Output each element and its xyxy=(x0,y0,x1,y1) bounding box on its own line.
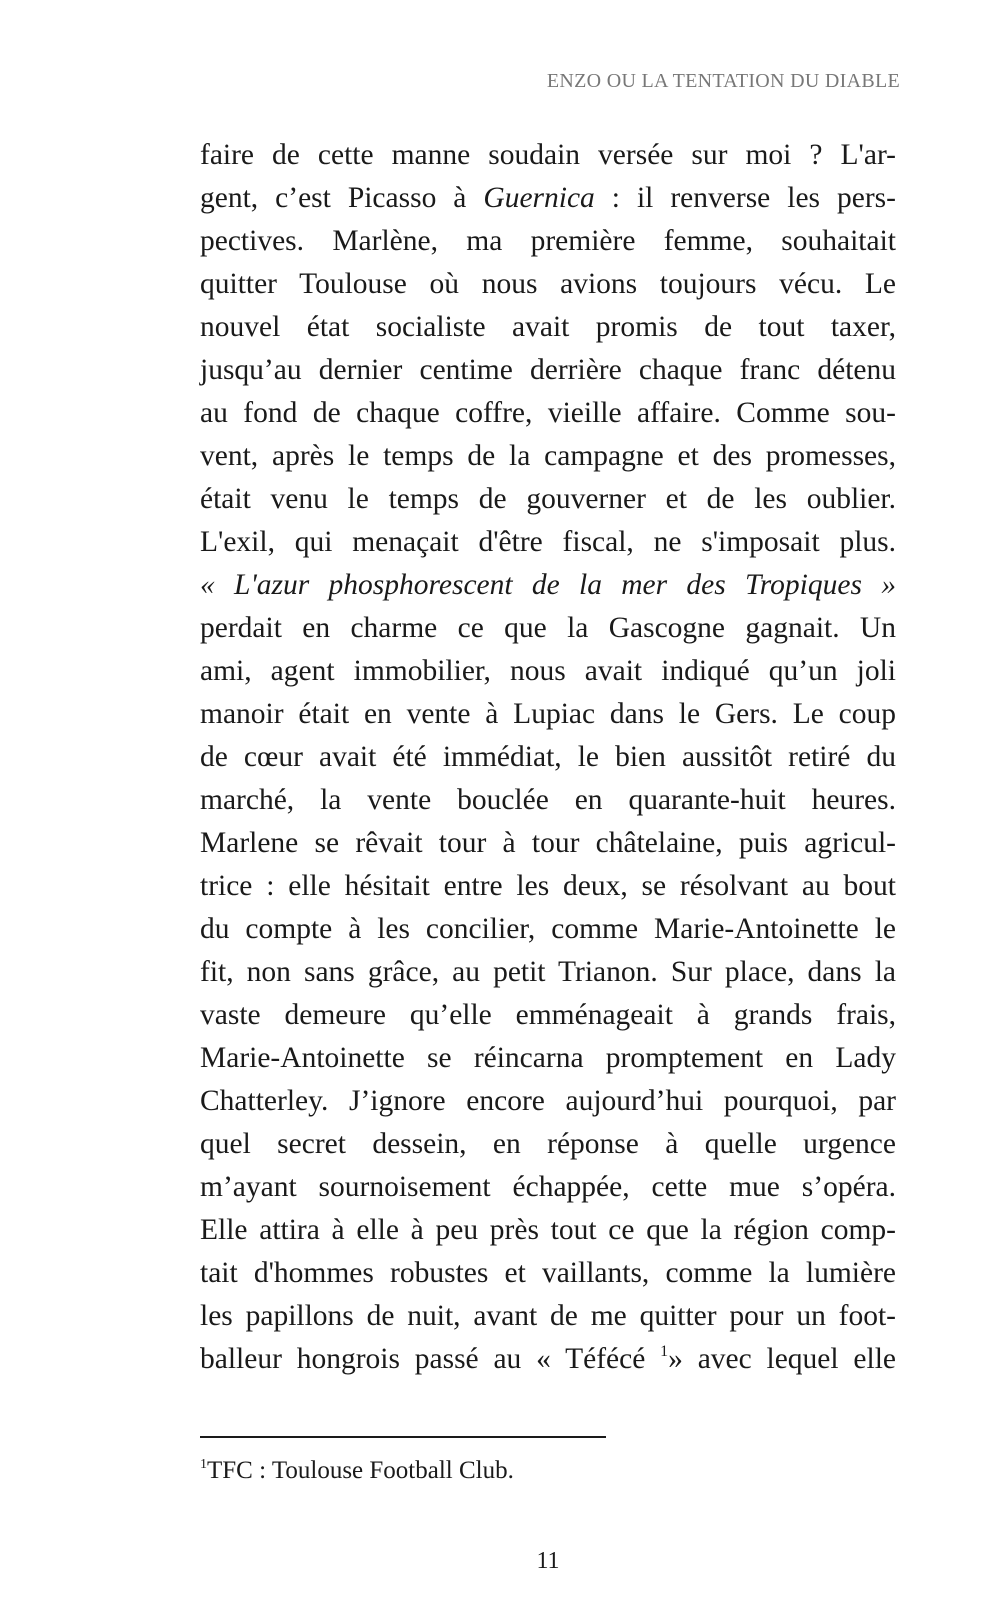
italic-title: Guernica xyxy=(483,182,595,214)
text-line xyxy=(200,1338,896,1381)
text-line: quitter Toulouse où nous avions toujours vécu. Le xyxy=(200,268,896,300)
text-line: nouvel état socialiste avait promis de tout taxer, xyxy=(200,311,896,343)
footnote-reference: 1 xyxy=(660,1343,669,1360)
text-line: du compte à les concilier, comme Marie-Antoinette le xyxy=(200,913,896,945)
footnote-divider xyxy=(200,1436,606,1438)
text-line: fit, non sans grâce, au petit Trianon. Sur place, dans la xyxy=(200,956,896,988)
text-line: les papillons de nuit, avant de me quitter pour un foot- xyxy=(200,1300,896,1332)
text-line: perdait en charme ce que la Gascogne gagnait. Un xyxy=(200,612,896,644)
text-line: Marie-Antoinette se réincarna promptement en Lady xyxy=(200,1042,896,1074)
text-line xyxy=(200,564,896,607)
body-text xyxy=(200,134,896,1381)
text-line: de cœur avait été immédiat, le bien aussitôt retiré du xyxy=(200,741,896,773)
text-line: quel secret dessein, en réponse à quelle urgence xyxy=(200,1128,896,1160)
text-line: vaste demeure qu’elle emménageait à grands frais, xyxy=(200,999,896,1031)
text-line: Chatterley. J’ignore encore aujourd’hui pourquoi, par xyxy=(200,1085,896,1117)
footnote xyxy=(200,1456,514,1490)
text-line: ami, agent immobilier, nous avait indiqué qu’un joli xyxy=(200,655,896,687)
page-number: 11 xyxy=(536,1548,560,1574)
text-line: faire de cette manne soudain versée sur moi ? L'ar- xyxy=(200,139,896,171)
text-line: L'exil, qui menaçait d'être fiscal, ne s'imposait plus. xyxy=(200,526,896,558)
text-line: marché, la vente bouclée en quarante-huit heures. xyxy=(200,784,896,816)
text-line: Marlene se rêvait tour à tour châtelaine, puis agricul- xyxy=(200,827,896,859)
text-line: tait d'hommes robustes et vaillants, comme la lumière xyxy=(200,1257,896,1289)
text-segment: : il renverse les pers- xyxy=(594,182,896,214)
text-line xyxy=(200,177,896,220)
text-segment: » avec lequel elle xyxy=(668,1343,896,1375)
text-line: Elle attira à elle à peu près tout ce que la région comp- xyxy=(200,1214,896,1246)
text-line: vent, après le temps de la campagne et des promesses, xyxy=(200,440,896,472)
text-line: manoir était en vente à Lupiac dans le Gers. Le coup xyxy=(200,698,896,730)
running-header: ENZO OU LA TENTATION DU DIABLE xyxy=(546,70,900,92)
footnote-text: TFC : Toulouse Football Club. xyxy=(207,1457,514,1484)
text-line: au fond de chaque coffre, vieille affaire. Comme sou- xyxy=(200,397,896,429)
text-segment: gent, c’est Picasso à xyxy=(200,182,484,214)
italic-quote: « L'azur phosphorescent de la mer des Tropiques » xyxy=(200,569,896,601)
footnote-marker: 1 xyxy=(200,1457,207,1472)
text-line: pectives. Marlène, ma première femme, souhaitait xyxy=(200,225,896,257)
text-line: jusqu’au dernier centime derrière chaque franc détenu xyxy=(200,354,896,386)
text-line: était venu le temps de gouverner et de les oublier. xyxy=(200,483,896,515)
text-line: trice : elle hésitait entre les deux, se résolvant au bout xyxy=(200,870,896,902)
text-line: m’ayant sournoisement échappée, cette mue s’opéra. xyxy=(200,1171,896,1203)
text-segment: balleur hongrois passé au « Téfécé xyxy=(200,1343,661,1375)
